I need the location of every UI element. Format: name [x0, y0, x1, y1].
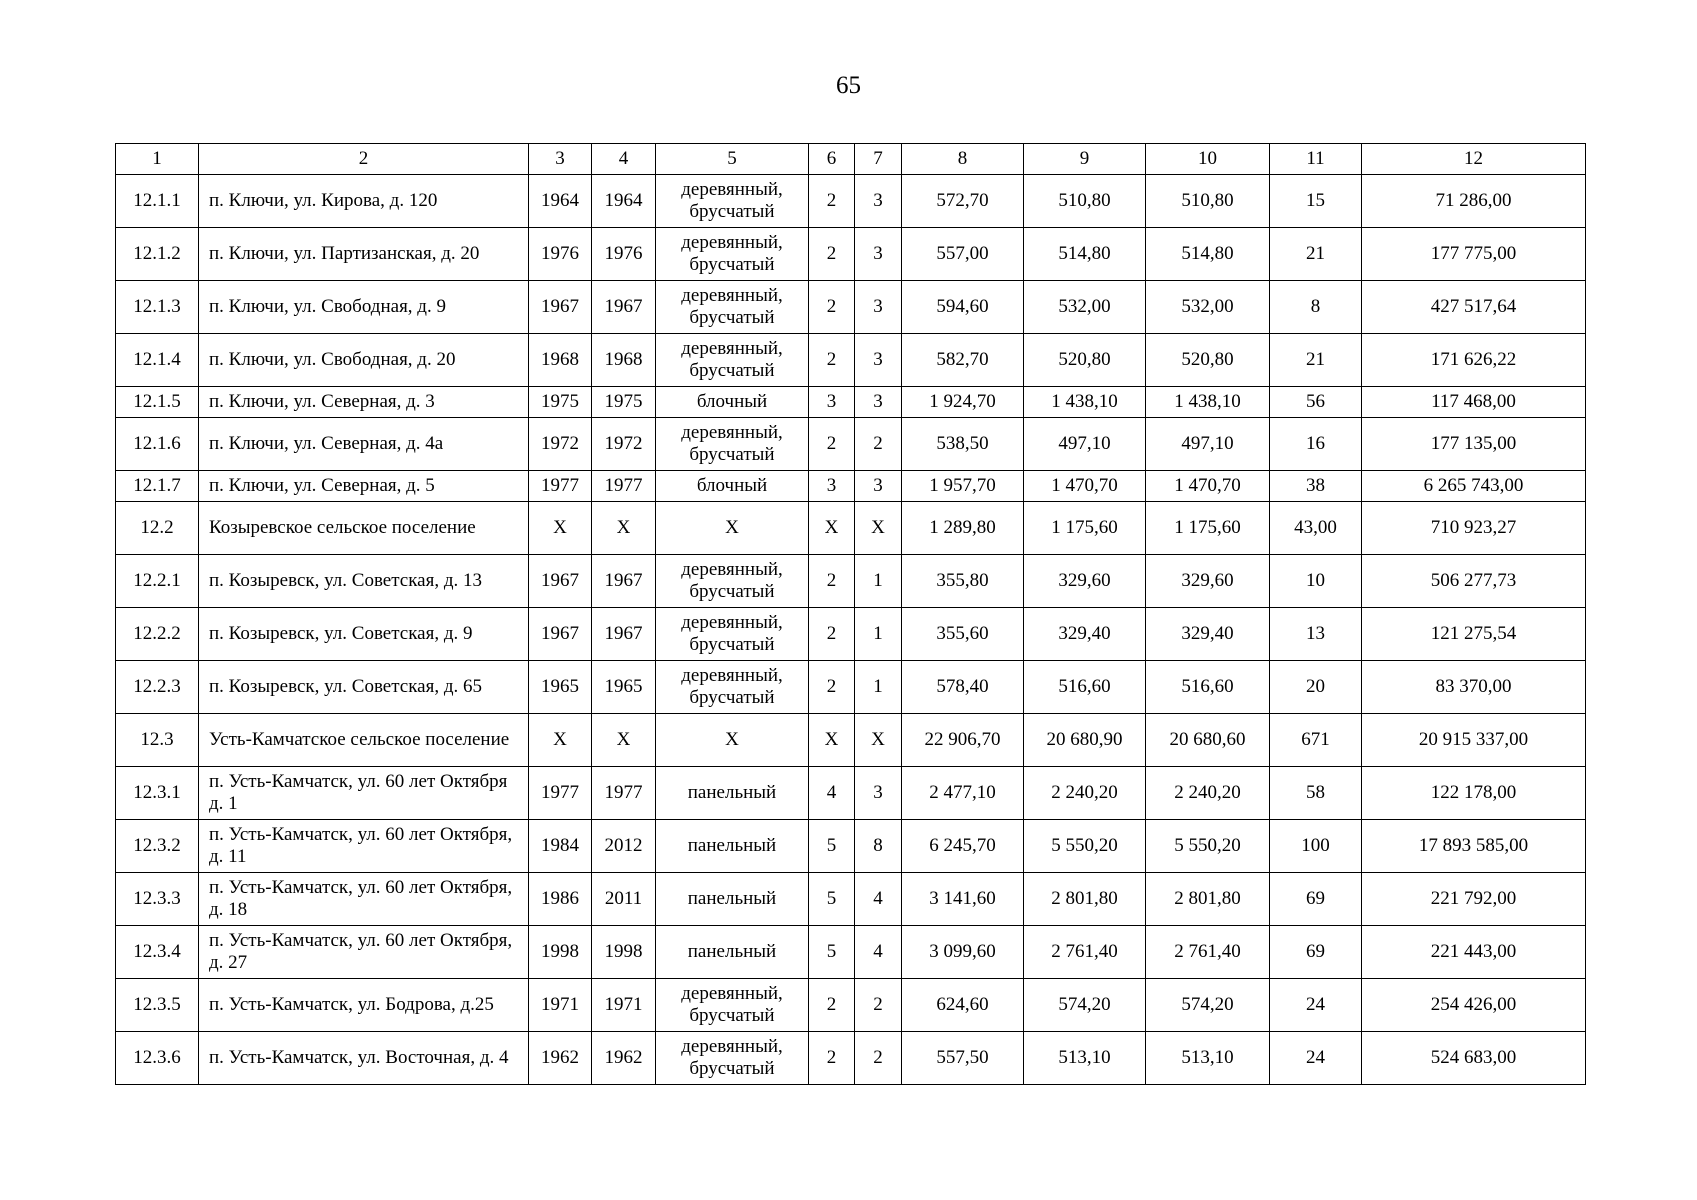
cell-residential-area: 574,20 — [1146, 979, 1270, 1032]
page-number: 65 — [836, 72, 861, 99]
cell-floors: 2 — [809, 608, 855, 661]
cell-year-built: X — [529, 714, 592, 767]
cell-total-area: 572,70 — [902, 175, 1024, 228]
cell-wall-material: деревянный, брусчатый — [656, 175, 809, 228]
cell-living-area: 5 550,20 — [1024, 820, 1146, 873]
cell-residential-area: 2 761,40 — [1146, 926, 1270, 979]
table-row — [116, 471, 1586, 502]
table-row — [116, 387, 1586, 418]
cell-residents: 20 — [1270, 661, 1362, 714]
cell-total-area: 22 906,70 — [902, 714, 1024, 767]
cell-year-commissioned: 1962 — [592, 1032, 656, 1085]
table-row — [116, 714, 1586, 767]
cell-amount: 20 915 337,00 — [1362, 714, 1586, 767]
cell-amount: 177 775,00 — [1362, 228, 1586, 281]
cell-row-number: 12.2.3 — [116, 661, 199, 714]
cell-entrances: 3 — [855, 387, 902, 418]
table-row — [116, 502, 1586, 555]
cell-year-built: 1968 — [529, 334, 592, 387]
cell-year-commissioned: X — [592, 502, 656, 555]
table-row — [116, 418, 1586, 471]
table-row — [116, 661, 1586, 714]
cell-floors: X — [809, 714, 855, 767]
cell-living-area: 514,80 — [1024, 228, 1146, 281]
cell-year-commissioned: 1967 — [592, 281, 656, 334]
cell-year-built: X — [529, 502, 592, 555]
cell-address: п. Козыревск, ул. Советская, д. 13 — [199, 555, 529, 608]
cell-living-area: 20 680,90 — [1024, 714, 1146, 767]
cell-wall-material: деревянный, брусчатый — [656, 661, 809, 714]
cell-row-number: 12.1.5 — [116, 387, 199, 418]
cell-floors: 4 — [809, 767, 855, 820]
cell-entrances: 2 — [855, 1032, 902, 1085]
cell-total-area: 557,00 — [902, 228, 1024, 281]
cell-floors: 2 — [809, 334, 855, 387]
cell-wall-material: деревянный, брусчатый — [656, 281, 809, 334]
cell-amount: 171 626,22 — [1362, 334, 1586, 387]
cell-floors: 2 — [809, 979, 855, 1032]
cell-residents: 24 — [1270, 1032, 1362, 1085]
cell-living-area: 513,10 — [1024, 1032, 1146, 1085]
cell-year-commissioned: 1998 — [592, 926, 656, 979]
cell-residents: 24 — [1270, 979, 1362, 1032]
cell-total-area: 355,60 — [902, 608, 1024, 661]
cell-residents: 38 — [1270, 471, 1362, 502]
cell-wall-material: деревянный, брусчатый — [656, 979, 809, 1032]
table-row — [116, 555, 1586, 608]
header-row — [116, 144, 1586, 175]
cell-living-area: 497,10 — [1024, 418, 1146, 471]
cell-living-area: 510,80 — [1024, 175, 1146, 228]
cell-residential-area: 329,60 — [1146, 555, 1270, 608]
table-row — [116, 1032, 1586, 1085]
cell-total-area: 3 099,60 — [902, 926, 1024, 979]
cell-row-number: 12.1.2 — [116, 228, 199, 281]
table-row — [116, 608, 1586, 661]
cell-entrances: X — [855, 714, 902, 767]
cell-address: п. Усть-Камчатск, ул. 60 лет Октября, д. 11 — [199, 820, 529, 873]
cell-total-area: 538,50 — [902, 418, 1024, 471]
cell-residents: 671 — [1270, 714, 1362, 767]
cell-floors: 5 — [809, 926, 855, 979]
cell-residents: 43,00 — [1270, 502, 1362, 555]
cell-year-commissioned: 1971 — [592, 979, 656, 1032]
cell-address: п. Ключи, ул. Свободная, д. 20 — [199, 334, 529, 387]
cell-address: п. Усть-Камчатск, ул. Бодрова, д.25 — [199, 979, 529, 1032]
cell-floors: 2 — [809, 175, 855, 228]
cell-total-area: 3 141,60 — [902, 873, 1024, 926]
cell-wall-material: панельный — [656, 873, 809, 926]
table-row — [116, 334, 1586, 387]
cell-amount: 427 517,64 — [1362, 281, 1586, 334]
cell-wall-material: блочный — [656, 471, 809, 502]
cell-residents: 15 — [1270, 175, 1362, 228]
cell-living-area: 329,60 — [1024, 555, 1146, 608]
cell-address: п. Козыревск, ул. Советская, д. 65 — [199, 661, 529, 714]
cell-year-built: 1977 — [529, 471, 592, 502]
cell-total-area: 2 477,10 — [902, 767, 1024, 820]
cell-entrances: 8 — [855, 820, 902, 873]
table-row — [116, 873, 1586, 926]
cell-amount: 122 178,00 — [1362, 767, 1586, 820]
cell-year-built: 1986 — [529, 873, 592, 926]
cell-year-built: 1967 — [529, 555, 592, 608]
cell-entrances: X — [855, 502, 902, 555]
cell-residential-area: 510,80 — [1146, 175, 1270, 228]
cell-address: Козыревское сельское поселение — [199, 502, 529, 555]
column-header: 10 — [1146, 144, 1270, 175]
cell-row-number: 12.2.1 — [116, 555, 199, 608]
column-header: 2 — [199, 144, 529, 175]
cell-residents: 69 — [1270, 926, 1362, 979]
cell-total-area: 1 957,70 — [902, 471, 1024, 502]
cell-floors: 3 — [809, 387, 855, 418]
cell-amount: 6 265 743,00 — [1362, 471, 1586, 502]
cell-residents: 13 — [1270, 608, 1362, 661]
cell-entrances: 1 — [855, 661, 902, 714]
cell-living-area: 2 240,20 — [1024, 767, 1146, 820]
cell-row-number: 12.2 — [116, 502, 199, 555]
cell-residential-area: 329,40 — [1146, 608, 1270, 661]
table-row — [116, 175, 1586, 228]
cell-residential-area: 497,10 — [1146, 418, 1270, 471]
table-row — [116, 228, 1586, 281]
cell-residents: 21 — [1270, 228, 1362, 281]
cell-living-area: 1 438,10 — [1024, 387, 1146, 418]
cell-address: п. Ключи, ул. Северная, д. 3 — [199, 387, 529, 418]
cell-total-area: 578,40 — [902, 661, 1024, 714]
cell-address: п. Усть-Камчатск, ул. 60 лет Октября, д. 18 — [199, 873, 529, 926]
cell-total-area: 1 289,80 — [902, 502, 1024, 555]
cell-amount: 117 468,00 — [1362, 387, 1586, 418]
cell-wall-material: деревянный, брусчатый — [656, 1032, 809, 1085]
cell-row-number: 12.3.5 — [116, 979, 199, 1032]
cell-residents: 69 — [1270, 873, 1362, 926]
cell-row-number: 12.1.7 — [116, 471, 199, 502]
column-header: 9 — [1024, 144, 1146, 175]
cell-year-commissioned: 1972 — [592, 418, 656, 471]
cell-address: п. Ключи, ул. Свободная, д. 9 — [199, 281, 529, 334]
cell-address: Усть-Камчатское сельское поселение — [199, 714, 529, 767]
cell-amount: 177 135,00 — [1362, 418, 1586, 471]
table-row — [116, 767, 1586, 820]
cell-entrances: 4 — [855, 926, 902, 979]
cell-residents: 16 — [1270, 418, 1362, 471]
cell-row-number: 12.1.4 — [116, 334, 199, 387]
cell-floors: 5 — [809, 873, 855, 926]
cell-address: п. Козыревск, ул. Советская, д. 9 — [199, 608, 529, 661]
cell-entrances: 1 — [855, 555, 902, 608]
cell-floors: 3 — [809, 471, 855, 502]
cell-living-area: 329,40 — [1024, 608, 1146, 661]
cell-total-area: 557,50 — [902, 1032, 1024, 1085]
cell-residents: 10 — [1270, 555, 1362, 608]
cell-residential-area: 513,10 — [1146, 1032, 1270, 1085]
cell-floors: 2 — [809, 661, 855, 714]
cell-residents: 58 — [1270, 767, 1362, 820]
cell-residential-area: 514,80 — [1146, 228, 1270, 281]
cell-wall-material: панельный — [656, 767, 809, 820]
cell-amount: 121 275,54 — [1362, 608, 1586, 661]
cell-entrances: 4 — [855, 873, 902, 926]
cell-entrances: 3 — [855, 228, 902, 281]
cell-amount: 17 893 585,00 — [1362, 820, 1586, 873]
cell-row-number: 12.1.3 — [116, 281, 199, 334]
cell-row-number: 12.3.4 — [116, 926, 199, 979]
column-header: 6 — [809, 144, 855, 175]
cell-living-area: 574,20 — [1024, 979, 1146, 1032]
housing-table — [115, 143, 1586, 1085]
table-row — [116, 281, 1586, 334]
cell-residential-area: 532,00 — [1146, 281, 1270, 334]
cell-residents: 100 — [1270, 820, 1362, 873]
cell-year-built: 1964 — [529, 175, 592, 228]
cell-year-built: 1972 — [529, 418, 592, 471]
cell-year-commissioned: 2011 — [592, 873, 656, 926]
cell-residential-area: 1 438,10 — [1146, 387, 1270, 418]
cell-living-area: 532,00 — [1024, 281, 1146, 334]
cell-wall-material: деревянный, брусчатый — [656, 608, 809, 661]
column-header: 4 — [592, 144, 656, 175]
cell-year-built: 1962 — [529, 1032, 592, 1085]
cell-year-built: 1967 — [529, 608, 592, 661]
cell-entrances: 3 — [855, 281, 902, 334]
column-header: 5 — [656, 144, 809, 175]
cell-living-area: 516,60 — [1024, 661, 1146, 714]
cell-year-built: 1967 — [529, 281, 592, 334]
cell-entrances: 1 — [855, 608, 902, 661]
cell-row-number: 12.1.6 — [116, 418, 199, 471]
cell-living-area: 520,80 — [1024, 334, 1146, 387]
cell-entrances: 3 — [855, 471, 902, 502]
cell-address: п. Усть-Камчатск, ул. 60 лет Октября, д. 27 — [199, 926, 529, 979]
cell-year-commissioned: 1965 — [592, 661, 656, 714]
cell-row-number: 12.2.2 — [116, 608, 199, 661]
cell-entrances: 2 — [855, 979, 902, 1032]
cell-living-area: 2 761,40 — [1024, 926, 1146, 979]
cell-residents: 21 — [1270, 334, 1362, 387]
cell-amount: 524 683,00 — [1362, 1032, 1586, 1085]
cell-year-commissioned: 2012 — [592, 820, 656, 873]
cell-row-number: 12.1.1 — [116, 175, 199, 228]
cell-amount: 710 923,27 — [1362, 502, 1586, 555]
table-row — [116, 820, 1586, 873]
cell-wall-material: X — [656, 502, 809, 555]
cell-floors: 2 — [809, 1032, 855, 1085]
cell-residential-area: 2 240,20 — [1146, 767, 1270, 820]
cell-wall-material: деревянный, брусчатый — [656, 334, 809, 387]
cell-amount: 254 426,00 — [1362, 979, 1586, 1032]
cell-year-built: 1976 — [529, 228, 592, 281]
cell-living-area: 2 801,80 — [1024, 873, 1146, 926]
cell-residential-area: 520,80 — [1146, 334, 1270, 387]
cell-residential-area: 1 175,60 — [1146, 502, 1270, 555]
cell-total-area: 624,60 — [902, 979, 1024, 1032]
cell-row-number: 12.3.2 — [116, 820, 199, 873]
cell-entrances: 3 — [855, 767, 902, 820]
cell-floors: 2 — [809, 228, 855, 281]
table-body — [116, 144, 1586, 1085]
cell-year-built: 1998 — [529, 926, 592, 979]
cell-wall-material: блочный — [656, 387, 809, 418]
cell-residential-area: 516,60 — [1146, 661, 1270, 714]
cell-address: п. Ключи, ул. Партизанская, д. 20 — [199, 228, 529, 281]
cell-floors: 2 — [809, 281, 855, 334]
cell-wall-material: X — [656, 714, 809, 767]
cell-address: п. Ключи, ул. Северная, д. 4а — [199, 418, 529, 471]
cell-floors: X — [809, 502, 855, 555]
cell-year-commissioned: 1964 — [592, 175, 656, 228]
cell-wall-material: деревянный, брусчатый — [656, 555, 809, 608]
cell-row-number: 12.3.1 — [116, 767, 199, 820]
cell-floors: 5 — [809, 820, 855, 873]
cell-address: п. Ключи, ул. Северная, д. 5 — [199, 471, 529, 502]
cell-address: п. Усть-Камчатск, ул. 60 лет Октября д. 1 — [199, 767, 529, 820]
cell-amount: 71 286,00 — [1362, 175, 1586, 228]
cell-total-area: 355,80 — [902, 555, 1024, 608]
cell-residents: 8 — [1270, 281, 1362, 334]
cell-entrances: 3 — [855, 175, 902, 228]
cell-residents: 56 — [1270, 387, 1362, 418]
cell-year-commissioned: 1967 — [592, 555, 656, 608]
cell-amount: 83 370,00 — [1362, 661, 1586, 714]
cell-year-built: 1971 — [529, 979, 592, 1032]
cell-total-area: 594,60 — [902, 281, 1024, 334]
cell-floors: 2 — [809, 418, 855, 471]
cell-year-commissioned: 1975 — [592, 387, 656, 418]
cell-entrances: 2 — [855, 418, 902, 471]
column-header: 7 — [855, 144, 902, 175]
cell-residential-area: 20 680,60 — [1146, 714, 1270, 767]
column-header: 8 — [902, 144, 1024, 175]
cell-year-commissioned: 1977 — [592, 767, 656, 820]
cell-year-built: 1965 — [529, 661, 592, 714]
cell-total-area: 582,70 — [902, 334, 1024, 387]
table-row — [116, 979, 1586, 1032]
cell-floors: 2 — [809, 555, 855, 608]
cell-row-number: 12.3 — [116, 714, 199, 767]
cell-year-commissioned: 1967 — [592, 608, 656, 661]
cell-wall-material: панельный — [656, 820, 809, 873]
cell-residential-area: 1 470,70 — [1146, 471, 1270, 502]
cell-year-built: 1984 — [529, 820, 592, 873]
cell-residential-area: 5 550,20 — [1146, 820, 1270, 873]
cell-address: п. Усть-Камчатск, ул. Восточная, д. 4 — [199, 1032, 529, 1085]
table-row — [116, 926, 1586, 979]
column-header: 1 — [116, 144, 199, 175]
cell-amount: 506 277,73 — [1362, 555, 1586, 608]
column-header: 11 — [1270, 144, 1362, 175]
cell-year-commissioned: 1976 — [592, 228, 656, 281]
cell-living-area: 1 470,70 — [1024, 471, 1146, 502]
cell-row-number: 12.3.6 — [116, 1032, 199, 1085]
cell-residential-area: 2 801,80 — [1146, 873, 1270, 926]
cell-amount: 221 443,00 — [1362, 926, 1586, 979]
column-header: 3 — [529, 144, 592, 175]
cell-year-commissioned: 1977 — [592, 471, 656, 502]
cell-year-commissioned: X — [592, 714, 656, 767]
cell-year-built: 1977 — [529, 767, 592, 820]
cell-entrances: 3 — [855, 334, 902, 387]
column-header: 12 — [1362, 144, 1586, 175]
cell-total-area: 6 245,70 — [902, 820, 1024, 873]
cell-living-area: 1 175,60 — [1024, 502, 1146, 555]
cell-year-commissioned: 1968 — [592, 334, 656, 387]
cell-year-built: 1975 — [529, 387, 592, 418]
cell-wall-material: деревянный, брусчатый — [656, 228, 809, 281]
cell-amount: 221 792,00 — [1362, 873, 1586, 926]
cell-wall-material: панельный — [656, 926, 809, 979]
cell-wall-material: деревянный, брусчатый — [656, 418, 809, 471]
cell-row-number: 12.3.3 — [116, 873, 199, 926]
cell-total-area: 1 924,70 — [902, 387, 1024, 418]
cell-address: п. Ключи, ул. Кирова, д. 120 — [199, 175, 529, 228]
